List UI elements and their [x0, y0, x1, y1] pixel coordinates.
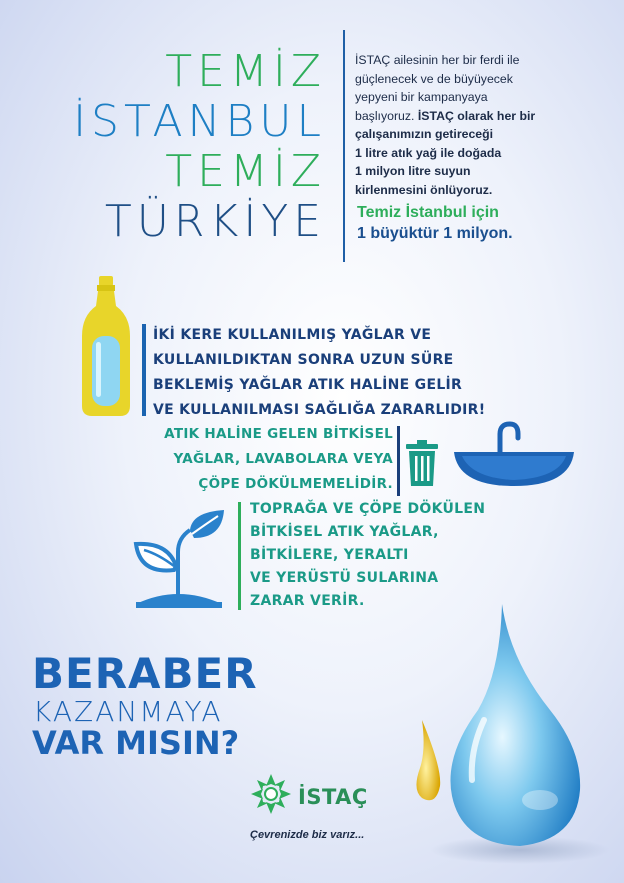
block3-bar — [238, 502, 241, 610]
block3-line: ZARAR VERİR. — [250, 593, 365, 609]
block2-line: ATIK HALİNE GELEN BİTKİSEL — [164, 426, 393, 442]
slogan — [357, 202, 513, 244]
block2-line: ÇÖPE DÖKÜLMEMELİDİR. — [198, 476, 393, 492]
slogan-line: Temiz İstanbul için — [357, 204, 499, 221]
cta-line-3: VAR MISIN? — [32, 724, 240, 762]
cta-line-2: KAZANMAYA — [33, 695, 223, 728]
block1-text — [153, 323, 485, 423]
trash-can-icon — [404, 440, 440, 486]
block2-line: YAĞLAR, LAVABOLARA VEYA — [173, 451, 393, 467]
block3-line: VE YERÜSTÜ SULARINA — [250, 570, 439, 586]
block1-bar — [142, 324, 146, 416]
block3-line: BİTKİLERE, YERALTI — [250, 547, 409, 563]
intro-line: İSTAÇ ailesinin her bir ferdi ile — [355, 53, 520, 67]
intro-line: başlıyoruz. — [355, 108, 415, 123]
block2-bar — [397, 426, 400, 496]
block1-line: İKİ KERE KULLANILMIŞ YAĞLAR VE — [153, 327, 432, 343]
block1-line: VE KULLANILMASI SAĞLIĞA ZARARLIDIR! — [153, 402, 486, 418]
intro-text — [355, 51, 595, 199]
block1-line: KULLANILDIKTAN SONRA UZUN SÜRE — [153, 352, 454, 368]
block3-text — [250, 498, 485, 613]
block3-line: TOPRAĞA VE ÇÖPE DÖKÜLEN — [250, 501, 486, 517]
intro-line: güçlenecek ve de büyüyecek — [355, 71, 513, 86]
intro-line: yepyeni bir kampanyaya — [355, 90, 488, 104]
title-line-4: TÜRKİYE — [104, 196, 326, 247]
intro-line: kirlenmesini önlüyoruz. — [355, 182, 493, 197]
title-line-3: TEMİZ — [165, 146, 326, 197]
logo-name: İSTAÇ — [298, 785, 368, 809]
intro-line: İSTAÇ olarak her bir — [414, 108, 536, 123]
oil-bottle-icon — [78, 276, 134, 418]
sink-icon — [452, 420, 576, 488]
intro-line: 1 litre atık yağ ile doğada — [355, 145, 502, 160]
intro-line: çalışanımızın getireceği — [355, 127, 494, 141]
block1-line: BEKLEMİŞ YAĞLAR ATIK HALİNE GELİR — [153, 377, 463, 393]
plant-icon — [132, 508, 228, 610]
title-line-2: İSTANBUL — [73, 96, 326, 147]
water-drop-icon — [400, 600, 624, 883]
block2-text — [164, 422, 393, 497]
block3-line: BİTKİSEL ATIK YAĞLAR, — [250, 524, 439, 540]
slogan-line: 1 büyüktür 1 milyon. — [357, 225, 513, 242]
logo-tagline: Çevrenizde biz varız... — [250, 829, 365, 841]
intro-line: 1 milyon litre suyun — [355, 164, 471, 178]
title-line-1: TEMİZ — [165, 46, 326, 97]
title-divider — [343, 30, 345, 262]
cta-line-1: BERABER — [32, 649, 258, 698]
istac-logo-icon — [249, 772, 293, 816]
